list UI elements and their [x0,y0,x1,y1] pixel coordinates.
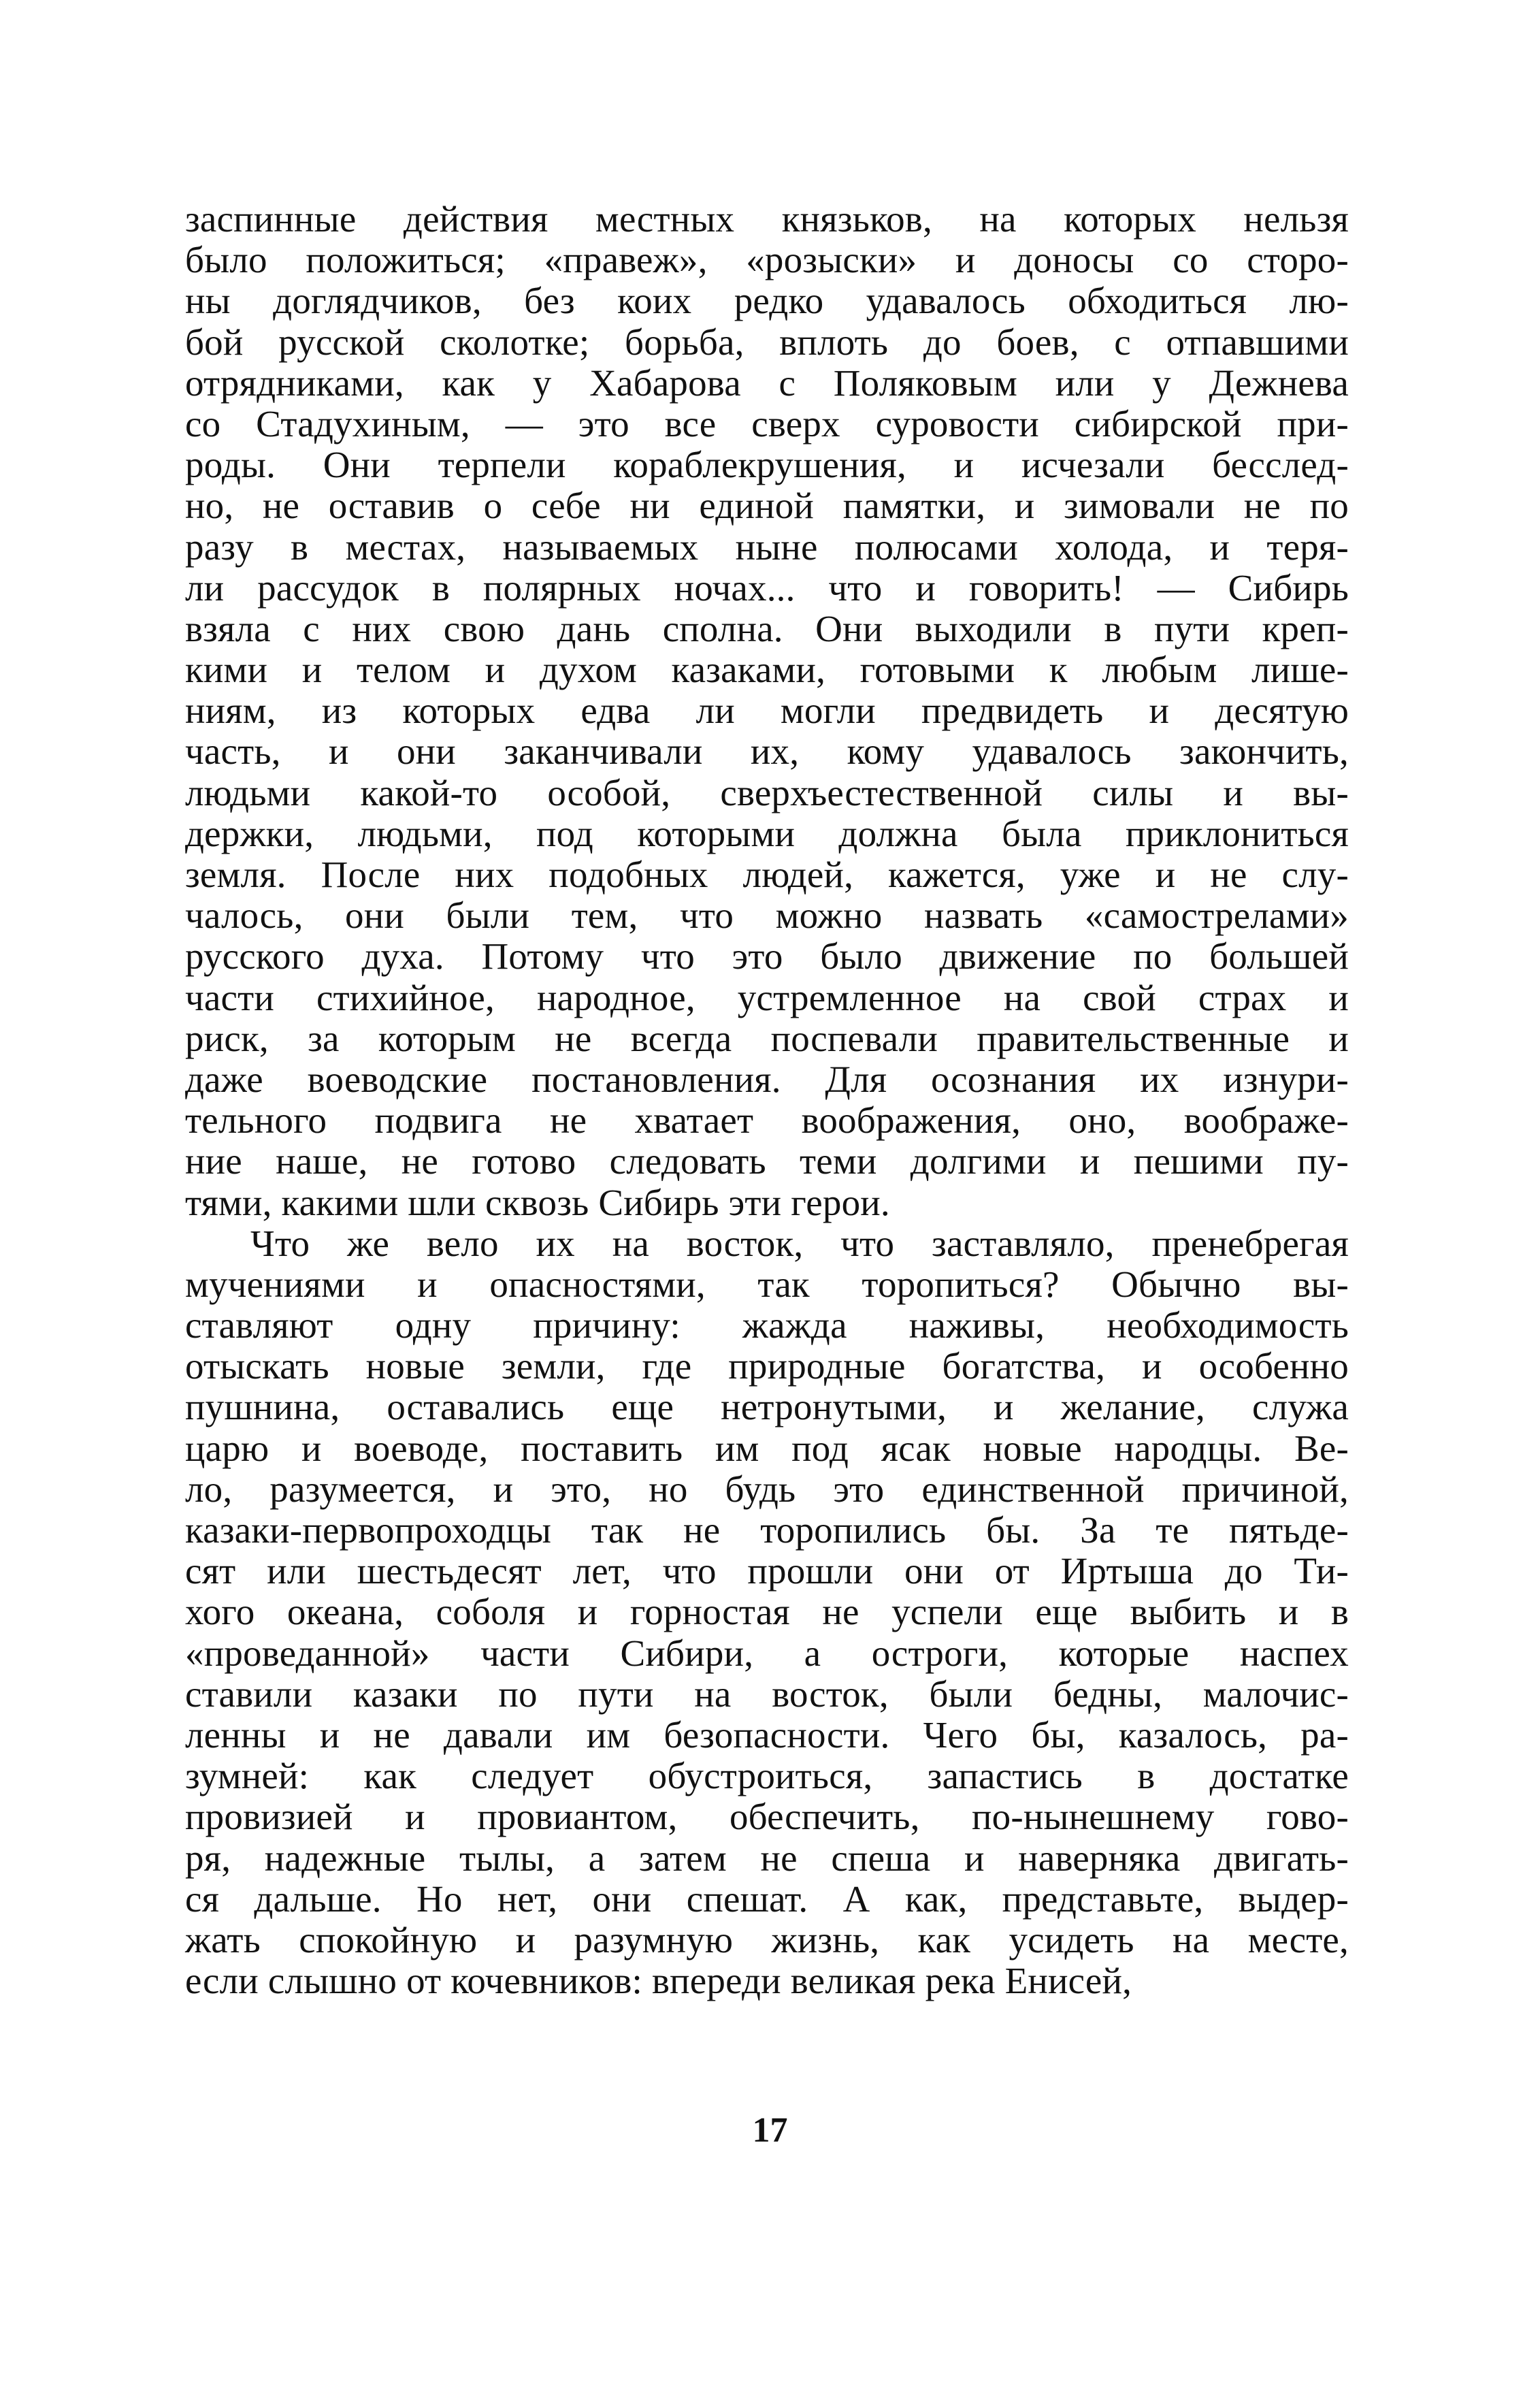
text-line: взяла с них свою дань сполна. Они выходили в пути креп- [185,607,1349,649]
text-line: ны доглядчиков, без коих редко удавалось обходиться лю- [185,280,1349,322]
text-line: бой русской сколотке; борьба, вплоть до боев, с отпавшими [185,321,1349,363]
text-line: земля. После них подобных людей, кажется, уже и не слу- [185,854,1349,895]
text-line: ниям, из которых едва ли могли предвидеть и десятую [185,690,1349,732]
text-line: отрядниками, как у Хабарова с Поляковым или у Дежнева [185,361,1349,404]
page-number: 17 [752,2111,788,2150]
text-line: провизией и провиантом, обеспечить, по-нынешнему гово- [185,1796,1349,1838]
paragraph-2 [185,1223,1349,2002]
text-line: жать спокойную и разумную жизнь, как усидеть на месте, [185,1918,1349,1961]
body-text [185,199,1349,2001]
text-line: риск, за которым не всегда поспевали правительственные и [185,1017,1349,1059]
text-line: если слышно от кочевников: впереди великая река Енисей, [185,1960,1132,2002]
text-line: ставляют одну причину: жажда наживы, необходимость [185,1304,1349,1346]
text-line: ло, разумеется, и это, но будь это единственной причиной, [185,1468,1349,1510]
text-line: хого океана, соболя и горностая не успели еще выбить и в [185,1591,1349,1633]
text-line: роды. Они терпели кораблекрушения, и исчезали бесслед- [185,444,1349,486]
text-line: держки, людьми, под которыми должна была приклониться [185,812,1349,854]
text-line: было положиться; «правеж», «розыски» и доносы со сторо- [185,239,1349,281]
text-line: ря, надежные тылы, а затем не спеша и наверняка двигать- [185,1837,1349,1879]
text-line: Что же вело их на восток, что заставляло, пренебрегая [250,1222,1349,1264]
text-line: зумней: как следует обустроиться, запастись в достатке [185,1755,1349,1797]
text-line: казаки-первопроходцы так не торопились бы. За те пятьде- [185,1509,1349,1551]
text-line: мучениями и опасностями, так торопиться? Обычно вы- [185,1263,1349,1305]
text-line: разу в местах, называемых ныне полюсами холода, и теря- [185,526,1349,568]
text-line: «проведанной» части Сибири, а остроги, которые наспех [185,1632,1349,1674]
text-line: ленны и не давали им безопасности. Чего бы, казалось, ра- [185,1713,1349,1756]
text-line: чалось, они были тем, что можно назвать «самострелами» [185,894,1349,937]
text-line: части стихийное, народное, устремленное на свой страх и [185,976,1349,1018]
text-line: ние наше, не готово следовать теми долгими и пешими пу- [185,1140,1349,1182]
text-line: русского духа. Потому что это было движение по большей [185,935,1349,978]
text-line: царю и воеводе, поставить им под ясак новые народцы. Ве- [185,1427,1349,1469]
text-line: часть, и они заканчивали их, кому удавалось закончить, [185,730,1349,773]
text-line: пушнина, оставались еще нетронутыми, и желание, служа [185,1386,1349,1428]
text-line: ли рассудок в полярных ночах... что и говорить! — Сибирь [185,566,1349,609]
text-line: тельного подвига не хватает воображения, оно, воображе- [185,1099,1349,1142]
paragraph-1 [185,199,1349,1223]
text-line: людьми какой-то особой, сверхъестественной силы и вы- [185,771,1349,813]
text-line: тями, какими шли сквозь Сибирь эти герои. [185,1181,890,1223]
text-line: сят или шестьдесят лет, что прошли они от Иртыша до Ти- [185,1550,1349,1592]
text-line: отыскать новые земли, где природные богатства, и особенно [185,1345,1349,1387]
text-line: со Стадухиным, — это все сверх суровости сибирской при- [185,402,1349,445]
text-line: ся дальше. Но нет, они спешат. А как, представьте, выдер- [185,1877,1349,1920]
text-line: ставили казаки по пути на восток, были бедны, малочис- [185,1673,1349,1715]
text-line: но, не оставив о себе ни единой памятки, и зимовали не по [185,485,1349,527]
text-line: кими и телом и духом казаками, готовыми к любым лише- [185,649,1349,691]
text-line: даже воеводские постановления. Для осознания их изнури- [185,1058,1349,1100]
text-line: заспинные действия местных князьков, на которых нельзя [185,198,1349,240]
